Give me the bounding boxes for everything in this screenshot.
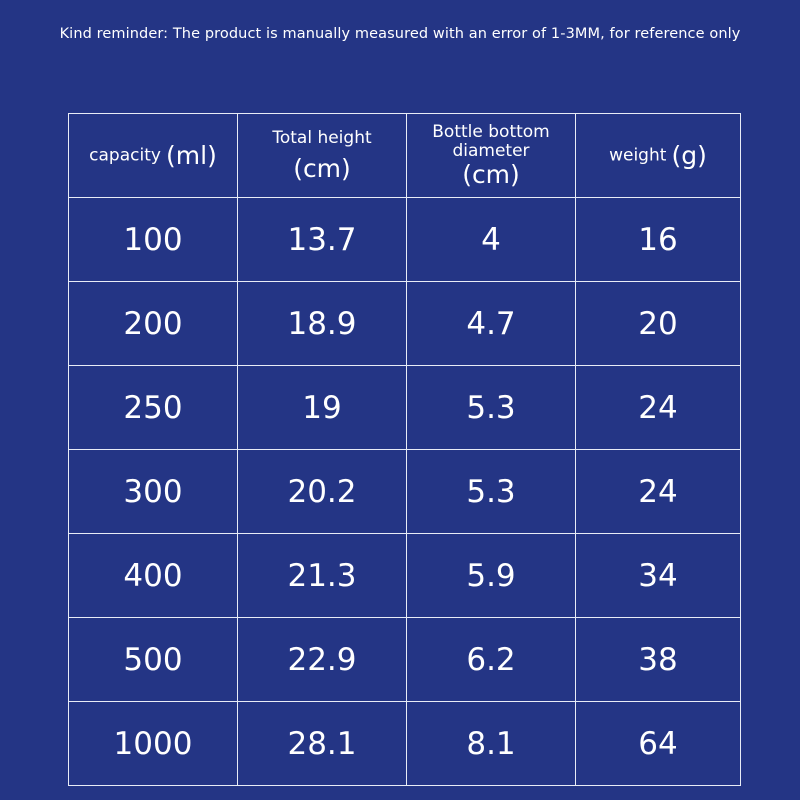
header-total-height-label: Total height — [272, 128, 372, 148]
cell-capacity: 100 — [69, 198, 238, 282]
header-bottom-diameter-unit: (cm) — [462, 159, 520, 189]
cell-capacity: 500 — [69, 618, 238, 702]
cell-bottom-diameter: 4 — [407, 198, 576, 282]
cell-total-height: 22.9 — [238, 618, 407, 702]
cell-total-height: 21.3 — [238, 534, 407, 618]
table-row — [69, 282, 741, 366]
cell-bottom-diameter: 5.3 — [407, 450, 576, 534]
cell-capacity: 1000 — [69, 702, 238, 786]
table-row — [69, 198, 741, 282]
header-total-height-unit: (cm) — [293, 154, 351, 183]
cell-total-height: 13.7 — [238, 198, 407, 282]
cell-bottom-diameter: 5.9 — [407, 534, 576, 618]
product-spec-table — [68, 113, 741, 786]
cell-weight: 16 — [576, 198, 741, 282]
cell-total-height: 19 — [238, 366, 407, 450]
table-row — [69, 450, 741, 534]
cell-bottom-diameter: 4.7 — [407, 282, 576, 366]
header-weight-unit: (g) — [671, 141, 707, 170]
table-row — [69, 702, 741, 786]
cell-weight: 24 — [576, 366, 741, 450]
cell-weight: 34 — [576, 534, 741, 618]
cell-capacity: 250 — [69, 366, 238, 450]
cell-total-height: 20.2 — [238, 450, 407, 534]
header-capacity-label: capacity — [89, 145, 161, 166]
header-capacity-unit: (ml) — [166, 141, 217, 170]
cell-bottom-diameter: 6.2 — [407, 618, 576, 702]
cell-capacity: 400 — [69, 534, 238, 618]
header-bottom-diameter-label: Bottle bottom diameter — [432, 121, 550, 162]
header-weight — [576, 114, 741, 198]
header-bottom-diameter — [407, 114, 576, 198]
cell-weight: 24 — [576, 450, 741, 534]
table-row — [69, 534, 741, 618]
cell-weight: 38 — [576, 618, 741, 702]
table-row — [69, 618, 741, 702]
cell-bottom-diameter: 8.1 — [407, 702, 576, 786]
cell-capacity: 300 — [69, 450, 238, 534]
table-header-row — [69, 114, 741, 198]
cell-weight: 64 — [576, 702, 741, 786]
cell-total-height: 28.1 — [238, 702, 407, 786]
measurement-reminder: Kind reminder: The product is manually measured with an error of 1-3MM, for reference only — [59, 26, 741, 42]
cell-weight: 20 — [576, 282, 741, 366]
cell-total-height: 18.9 — [238, 282, 407, 366]
header-capacity — [69, 114, 238, 198]
header-weight-label: weight — [609, 145, 667, 166]
table-row — [69, 366, 741, 450]
cell-capacity: 200 — [69, 282, 238, 366]
header-total-height — [238, 114, 407, 198]
cell-bottom-diameter: 5.3 — [407, 366, 576, 450]
